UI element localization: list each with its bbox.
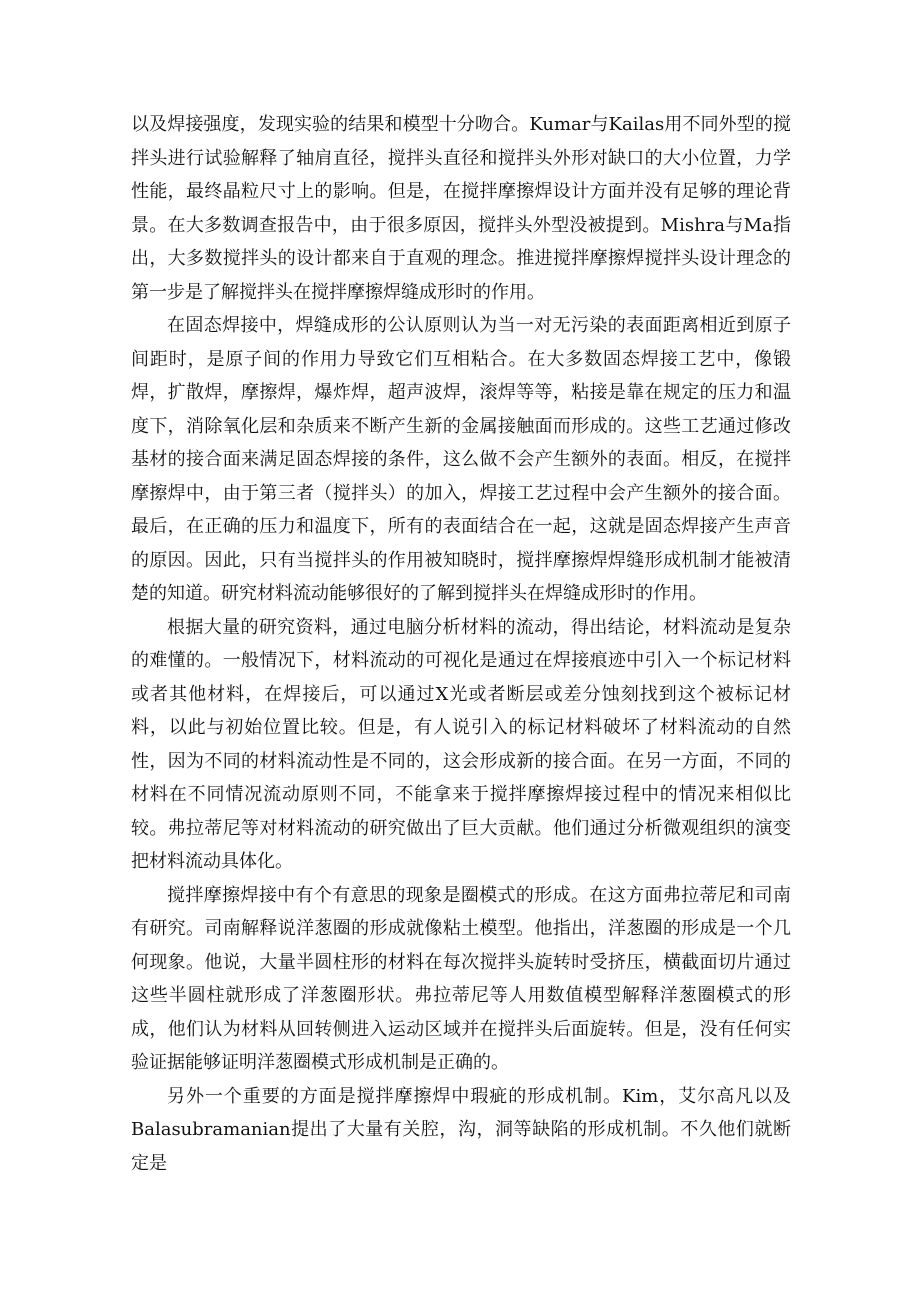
paragraph-solid-state-welding: 在固态焊接中，焊缝成形的公认原则认为当一对无污染的表面距离相近到原子间距时，是原子间的作用力导致它们互相粘合。在大多数固态焊接工艺中，像锻焊，扩散焊，摩擦焊，爆炸焊，超声波焊，滚焊等等，粘接是靠在规定的压力和温度下，消除氧化层和杂质来不断产生新的金属接触面而形成的。这些工艺通过修改基材的接合面来满足固态焊接的条件，这么做不会产生额外的表面。相反，在搅拌摩擦焊中，由于第三者（搅拌头）的加入，焊接工艺过程中会产生额外的接合面。最后，在正确的压力和温度下，所有的表面结合在一起，这就是固态焊接产生声音的原因。因此，只有当搅拌头的作用被知晓时，搅拌摩擦焊焊缝形成机制才能被清楚的知道。研究材料流动能够很好的了解到搅拌头在焊缝成形时的作用。 [131,315,791,604]
paragraph-material-flow: 根据大量的研究资料，通过电脑分析材料的流动，得出结论，材料流动是复杂的难懂的。一般情况下，材料流动的可视化是通过在焊接痕迹中引入一个标记材料或者其他材料，在焊接后，可以通过X光或者断层或差分蚀刻找到这个被标记材料，以此与初始位置比较。但是，有人说引入的标记材料破坏了材料流动的自然性，因为不同的材料流动性是不同的，这会形成新的接合面。在另一方面，不同的材料在不同情况流动原则不同，不能拿来于搅拌摩擦焊接过程中的情况来相似比较。弗拉蒂尼等对材料流动的研究做出了巨大贡献。他们通过分析微观组织的演变把材料流动具体化。 [131,616,791,872]
paragraph-continuation: 以及焊接强度，发现实验的结果和模型十分吻合。Kumar与Kailas用不同外型的搅拌头进行试验解释了轴肩直径，搅拌头直径和搅拌头外形对缺口的大小位置，力学性能，最终晶粒尺寸上的影响。但是，在搅拌摩擦焊设计方面并没有足够的理论背景。在大多数调查报告中，由于很多原因，搅拌头外型没被提到。Mishra与Ma指出，大多数搅拌头的设计都来自于直观的理念。推进搅拌摩擦焊搅拌头设计理念的第一步是了解搅拌头在搅拌摩擦焊缝成形时的作用。 [131,114,791,303]
paragraph-defect-formation: 另外一个重要的方面是搅拌摩擦焊中瑕疵的形成机制。Kim，艾尔高凡以及Balasubramanian提出了大量有关腔，沟，洞等缺陷的形成机制。不久他们就断定是 [131,1085,791,1174]
paragraph-onion-ring: 搅拌摩擦焊接中有个有意思的现象是圈模式的形成。在这方面弗拉蒂尼和司南有研究。司南解释说洋葱圈的形成就像粘土模型。他指出，洋葱圈的形成是一个几何现象。他说，大量半圆柱形的材料在每次搅拌头旋转时受挤压，横截面切片通过这些半圆柱就形成了洋葱圈形状。弗拉蒂尼等人用数值模型解释洋葱圈模式的形成，他们认为材料从回转侧进入运动区域并在搅拌头后面旋转。但是，没有任何实验证据能够证明洋葱圈模式形成机制是正确的。 [131,884,791,1073]
document-body [131,108,791,1180]
